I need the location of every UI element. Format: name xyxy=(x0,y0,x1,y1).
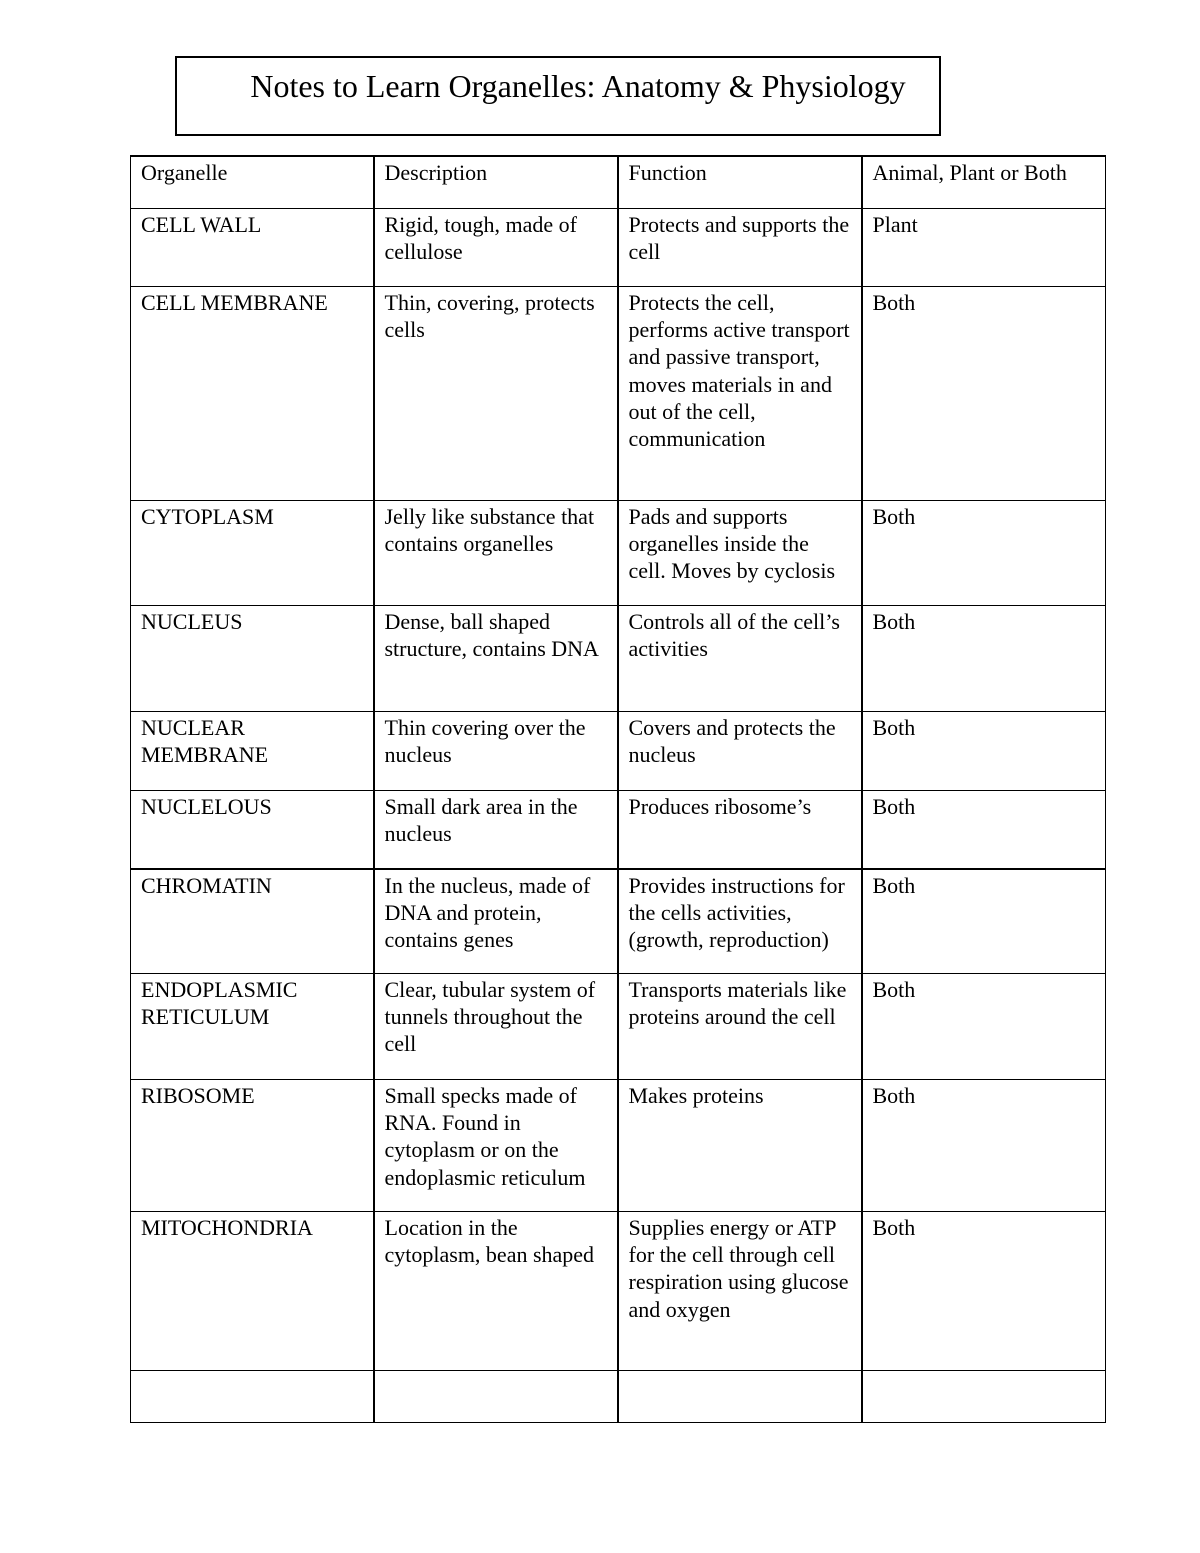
cell-description xyxy=(374,1371,618,1423)
organelle-table xyxy=(130,155,1106,1423)
cell-function: Supplies energy or ATP for the cell through cell respiration using glucose and oxygen xyxy=(618,1212,862,1371)
cell-function: Controls all of the cell’s activities xyxy=(618,606,862,712)
cell-function: Transports materials like proteins around the cell xyxy=(618,974,862,1080)
cell-type: Plant xyxy=(862,209,1106,287)
cell-organelle: RIBOSOME xyxy=(131,1080,374,1212)
cell-organelle xyxy=(131,1371,374,1423)
header-organelle: Organelle xyxy=(131,156,374,209)
cell-description: Dense, ball shaped structure, contains DNA xyxy=(374,606,618,712)
cell-description: Small dark area in the nucleus xyxy=(374,791,618,869)
header-description: Description xyxy=(374,156,618,209)
cell-description: Jelly like substance that contains organelles xyxy=(374,501,618,606)
header-type: Animal, Plant or Both xyxy=(862,156,1106,209)
cell-description: Small specks made of RNA. Found in cytoplasm or on the endoplasmic reticulum xyxy=(374,1080,618,1212)
cell-organelle: NUCLELOUS xyxy=(131,791,374,869)
cell-function: Protects and supports the cell xyxy=(618,209,862,287)
cell-organelle: CELL WALL xyxy=(131,209,374,287)
table-row xyxy=(131,209,1106,287)
header-function: Function xyxy=(618,156,862,209)
table-row xyxy=(131,1212,1106,1371)
cell-function: Covers and protects the nucleus xyxy=(618,712,862,791)
table-row xyxy=(131,1371,1106,1423)
cell-type xyxy=(862,1371,1106,1423)
cell-description: Thin, covering, protects cells xyxy=(374,287,618,501)
table-row xyxy=(131,501,1106,606)
table-row xyxy=(131,606,1106,712)
table-row xyxy=(131,974,1106,1080)
cell-type: Both xyxy=(862,712,1106,791)
cell-type: Both xyxy=(862,791,1106,869)
cell-function: Makes proteins xyxy=(618,1080,862,1212)
cell-organelle: CELL MEMBRANE xyxy=(131,287,374,501)
cell-type: Both xyxy=(862,974,1106,1080)
table-row xyxy=(131,1080,1106,1212)
table-row xyxy=(131,869,1106,974)
cell-description: Thin covering over the nucleus xyxy=(374,712,618,791)
cell-organelle: MITOCHONDRIA xyxy=(131,1212,374,1371)
cell-description: In the nucleus, made of DNA and protein, contains genes xyxy=(374,869,618,974)
table-row xyxy=(131,791,1106,869)
cell-function xyxy=(618,1371,862,1423)
table-row xyxy=(131,712,1106,791)
cell-function: Pads and supports organelles inside the cell. Moves by cyclosis xyxy=(618,501,862,606)
table-header-row xyxy=(131,156,1106,209)
cell-description: Rigid, tough, made of cellulose xyxy=(374,209,618,287)
cell-type: Both xyxy=(862,606,1106,712)
cell-type: Both xyxy=(862,501,1106,606)
cell-organelle: NUCLEUS xyxy=(131,606,374,712)
cell-function: Provides instructions for the cells activities, (growth, reproduction) xyxy=(618,869,862,974)
title-box xyxy=(175,56,941,136)
cell-type: Both xyxy=(862,869,1106,974)
cell-type: Both xyxy=(862,1080,1106,1212)
cell-description: Clear, tubular system of tunnels throughout the cell xyxy=(374,974,618,1080)
cell-organelle: ENDOPLASMIC RETICULUM xyxy=(131,974,374,1080)
document-title: Notes to Learn Organelles: Anatomy & Physiology xyxy=(250,68,906,104)
cell-description: Location in the cytoplasm, bean shaped xyxy=(374,1212,618,1371)
cell-organelle: CYTOPLASM xyxy=(131,501,374,606)
cell-function: Protects the cell, performs active transport and passive transport, moves materials in and out of the cell, communication xyxy=(618,287,862,501)
cell-organelle: CHROMATIN xyxy=(131,869,374,974)
table-row xyxy=(131,287,1106,501)
cell-organelle: NUCLEAR MEMBRANE xyxy=(131,712,374,791)
cell-function: Produces ribosome’s xyxy=(618,791,862,869)
cell-type: Both xyxy=(862,287,1106,501)
cell-type: Both xyxy=(862,1212,1106,1371)
